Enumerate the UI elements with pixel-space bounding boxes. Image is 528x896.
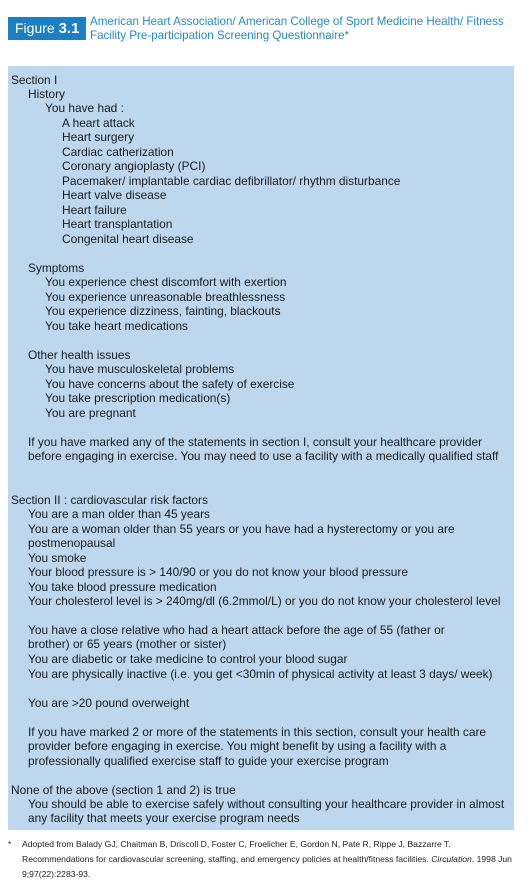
figure-number: 3.1 (58, 20, 80, 37)
history-item: Heart valve disease (62, 188, 167, 202)
history-item: Pacemaker/ implantable cardiac defibrillator/ rhythm disturbance (62, 174, 401, 188)
section1-advice: If you have marked any of the statements in section I, consult your healthcare provider before engaging in exercise. You may need to use a facility with a medically qualified staff (28, 435, 499, 464)
history-item: Coronary angioplasty (PCI) (62, 159, 206, 173)
figure-label: Figure (15, 20, 55, 36)
history-intro: You have had : (45, 101, 124, 115)
none-text: You should be able to exercise safely without consulting your healthcare provider in almost any facility that meets your exercise program needs (28, 797, 505, 826)
section1-heading: Section I (11, 73, 58, 87)
footnote-reference: Adopted from Balady GJ, Chaitman B, Driscoll D, Foster C, Froelicher E, Gordon N, Pate R, Rippe J, Bazzarre T. Recommendations for cardiovascular screening, staffing, and emergency policies at health/fitness facilities. (22, 839, 451, 864)
history-item: Congenital heart disease (62, 232, 194, 246)
footnote-journal: Circulation (431, 854, 472, 864)
history-item: Heart transplantation (62, 217, 173, 231)
history-item: Heart surgery (62, 130, 135, 144)
risk-factor-item: You are a man older than 45 years (28, 507, 211, 521)
risk-factor-item: You smoke (28, 551, 87, 565)
none-heading: None of the above (section 1 and 2) is true (11, 783, 236, 797)
other-issue-item: You take prescription medication(s) (45, 391, 231, 405)
section2-advice: If you have marked 2 or more of the statements in this section, consult your health care provider before engaging in exercise. You might benefit by using a facility with a professionally qualified exercise staff to guide your exercise program (28, 725, 487, 768)
symptom-item: You experience dizziness, fainting, blackouts (45, 304, 281, 318)
history-item: A heart attack (62, 116, 135, 130)
history-item: Cardiac catherization (62, 145, 174, 159)
symptom-item: You experience unreasonable breathlessness (45, 290, 286, 304)
risk-factor-item: You have a close relative who had a heart attack before the age of 55 (father or brother) or 65 years (mother or sister) (28, 623, 445, 652)
history-item: Heart failure (62, 203, 127, 217)
other-issue-item: You have musculoskeletal problems (45, 362, 235, 376)
symptom-item: You experience chest discomfort with exertion (45, 275, 287, 289)
risk-factor-item: You are >20 pound overweight (28, 696, 190, 710)
risk-factor-item: Your cholesterol level is > 240mg/dl (6.2mmol/L) or you do not know your cholesterol level (28, 594, 501, 608)
risk-factor-item: You take blood pressure medication (28, 580, 217, 594)
other-issue-item: You have concerns about the safety of exercise (45, 377, 295, 391)
figure-header (8, 14, 520, 54)
risk-factor-item: You are diabetic or take medicine to control your blood sugar (28, 652, 348, 666)
figure-title: American Heart Association/ American College of Sport Medicine Health/ Fitness Facility Pre-participation Screening Questionnaire* (90, 15, 504, 42)
figure-badge (8, 17, 86, 40)
footnote-citation: . 1998 Jun 9;97(22):2283-93. (22, 854, 512, 879)
footnote-marker: * (8, 839, 12, 849)
questionnaire-panel (8, 66, 514, 830)
history-heading: History (28, 87, 65, 101)
symptoms-heading: Symptoms (28, 261, 85, 275)
other-issue-item: You are pregnant (45, 406, 136, 420)
risk-factor-item: You are a woman older than 55 years or you have had a hysterectomy or you are postmenopausal (28, 522, 455, 551)
section2-heading: Section II : cardiovascular risk factors (11, 493, 208, 507)
risk-factor-item: You are physically inactive (i.e. you get <30min of physical activity at least 3 days/ week) (28, 667, 493, 681)
other-issues-heading: Other health issues (28, 348, 131, 362)
symptom-item: You take heart medications (45, 319, 189, 333)
risk-factor-item: Your blood pressure is > 140/90 or you do not know your blood pressure (28, 565, 408, 579)
footnote (8, 837, 513, 882)
footnote-text (22, 837, 513, 882)
